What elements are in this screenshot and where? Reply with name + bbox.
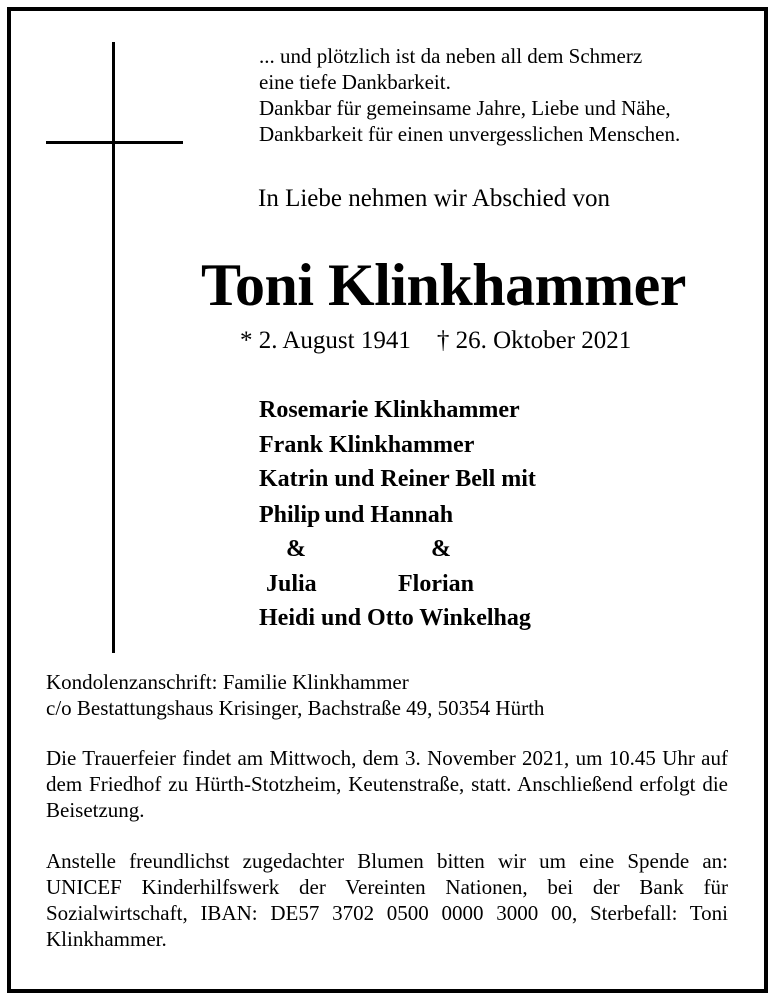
birth-date: * 2. August 1941 <box>240 327 411 354</box>
partner-julia: Julia <box>266 571 317 597</box>
cross-icon-vertical-bar <box>112 42 115 653</box>
funeral-info: Die Trauerfeier findet am Mittwoch, dem 3. November 2021, um 10.45 Uhr auf dem Friedhof zu Hürth-Stotzheim, Keutenstraße, statt. Anschließend erfolgt die Beisetzung. <box>46 746 728 822</box>
mourner-line-4 <box>259 500 453 530</box>
cross-icon-horizontal-bar <box>46 141 183 144</box>
death-date: † 26. Oktober 2021 <box>436 327 632 354</box>
partner-florian: Florian <box>398 571 474 597</box>
poem-line-4: Dankbarkeit für einen unvergesslichen Menschen. <box>259 122 681 146</box>
deceased-name: Toni Klinkhammer <box>201 252 686 318</box>
condolence-line-1: Kondolenzanschrift: Familie Klinkhammer <box>46 670 409 694</box>
poem-line-2: eine tiefe Dankbarkeit. <box>259 70 451 94</box>
poem-line-1: ... und plötzlich ist da neben all dem Schmerz <box>259 44 643 68</box>
ampersand-right: & <box>431 536 451 562</box>
donation-info: Anstelle freundlichst zugedachter Blumen bitten wir um eine Spende an: UNICEF Kinderhilfswerk der Vereinten Nationen, bei der Bank für Sozialwirtschaft, IBAN: DE57 3702 0500 0000 3000 00, Sterbefall: Toni Klinkhammer. <box>46 849 728 951</box>
ampersand-left: & <box>286 536 306 562</box>
farewell-intro: In Liebe nehmen wir Abschied von <box>258 185 610 212</box>
mourner-line-1: Rosemarie Klinkhammer <box>259 397 520 423</box>
life-dates <box>240 324 631 358</box>
poem <box>259 43 680 147</box>
condolence-line-2: c/o Bestattungshaus Krisinger, Bachstraße 49, 50354 Hürth <box>46 696 545 720</box>
poem-line-3: Dankbar für gemeinsame Jahre, Liebe und Nähe, <box>259 96 671 120</box>
mourner-line-2: Frank Klinkhammer <box>259 432 475 458</box>
grandchild-philip: Philip <box>259 502 321 528</box>
grandchild-hannah: und Hannah <box>324 502 454 528</box>
mourner-line-7: Heidi und Otto Winkelhag <box>259 605 531 631</box>
condolence-address <box>46 669 728 721</box>
mourner-line-3: Katrin und Reiner Bell mit <box>259 466 536 492</box>
